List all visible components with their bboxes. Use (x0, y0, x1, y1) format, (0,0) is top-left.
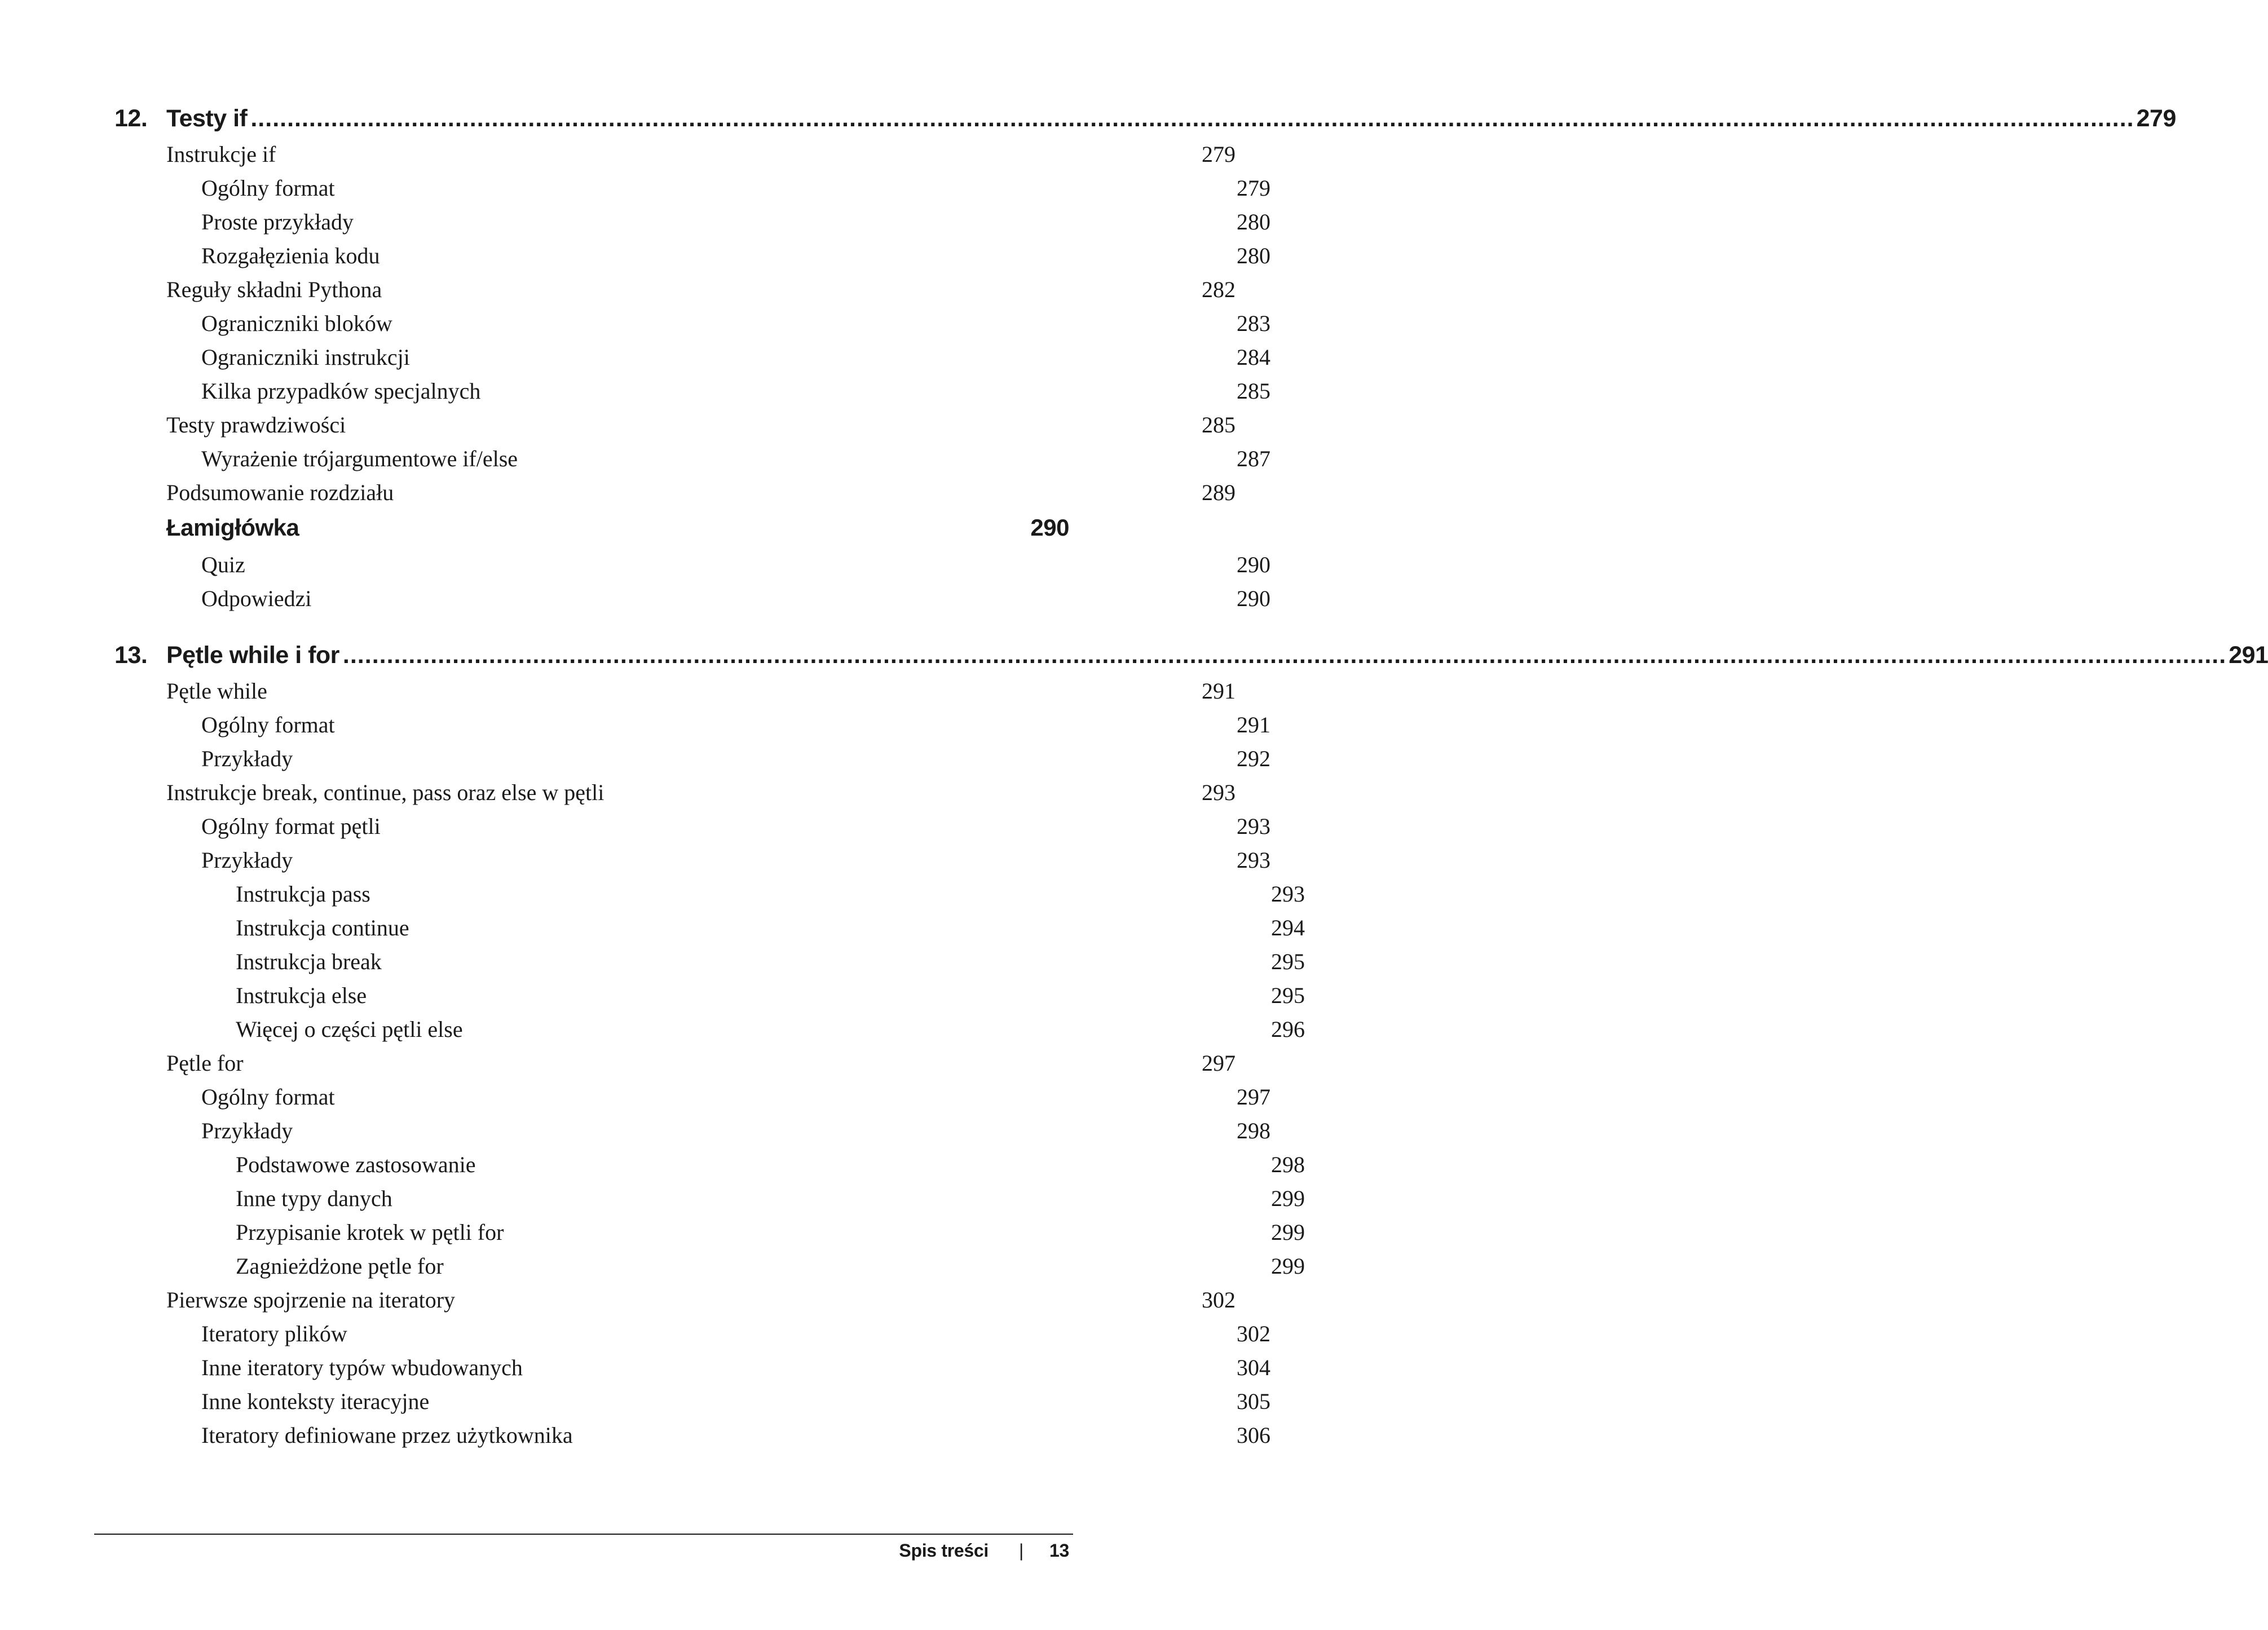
entry-label: Proste przykłady (201, 209, 354, 235)
toc-entry[interactable] (0, 1151, 1305, 1183)
entry-page-number: 285 (1202, 412, 1236, 438)
entry-page-number: 293 (1271, 881, 1305, 907)
entry-label: Przykłady (201, 847, 293, 873)
entry-page-number: 287 (1237, 446, 1270, 471)
entry-label: Pierwsze spojrzenie na iteratory (166, 1287, 456, 1313)
toc-entry[interactable] (0, 813, 1270, 845)
entry-page-number: 291 (1237, 712, 1270, 737)
toc-entry[interactable] (0, 209, 1270, 240)
entry-page-number: 298 (1271, 1152, 1305, 1177)
entry-label: Ograniczniki instrukcji (201, 344, 410, 370)
toc-entry[interactable] (0, 175, 1270, 206)
entry-page-number: 291 (1202, 678, 1236, 704)
entry-page-number: 302 (1202, 1287, 1236, 1313)
entry-label: Pętle while (166, 678, 267, 704)
entry-page-number: 279 (1237, 175, 1270, 201)
entry-page-number: 299 (1271, 1220, 1305, 1245)
entry-page-number: 302 (1237, 1321, 1270, 1346)
chapter-number: 12. (114, 105, 148, 132)
entry-label: Więcej o części pętli else (236, 1017, 463, 1042)
toc-entry[interactable] (0, 712, 1270, 743)
entry-page-number: 290 (1237, 552, 1270, 577)
toc-entry[interactable] (0, 412, 1236, 443)
toc-entry[interactable] (0, 1117, 1270, 1149)
entry-label: Wyrażenie trójargumentowe if/else (201, 446, 518, 471)
entry-label: Przykłady (201, 1118, 293, 1143)
toc-entry[interactable] (0, 445, 1270, 477)
entry-label: Ogólny format (201, 1084, 335, 1110)
toc-entry[interactable] (0, 881, 1305, 912)
entry-label: Reguły składni Pythona (166, 277, 382, 302)
toc-entry[interactable] (0, 344, 1270, 376)
dot-leader (250, 105, 2134, 132)
toc-section-heading[interactable] (0, 514, 1069, 549)
entry-page-number: 296 (1271, 1017, 1305, 1042)
chapter-title: Pętle while i for (166, 642, 339, 669)
entry-page-number: 297 (1237, 1084, 1270, 1110)
entry-label: Ogólny format (201, 712, 335, 737)
entry-page-number: 305 (1237, 1389, 1270, 1414)
entry-label: Inne typy danych (236, 1186, 392, 1211)
footer-separator: | (1018, 1540, 1023, 1561)
toc-entry[interactable] (0, 915, 1305, 946)
chapter-page-number: 291 (2229, 642, 2268, 669)
entry-page-number: 295 (1271, 949, 1305, 974)
entry-page-number: 297 (1202, 1050, 1236, 1076)
entry-label: Przykłady (201, 746, 293, 771)
page-footer (846, 1540, 1069, 1569)
toc-entry[interactable] (0, 1084, 1270, 1115)
entry-page-number: 293 (1237, 847, 1270, 873)
toc-entry[interactable] (0, 1219, 1305, 1251)
entry-label: Instrukcja else (236, 983, 367, 1008)
toc-entry[interactable] (0, 378, 1270, 409)
entry-label: Testy prawdziwości (166, 412, 346, 438)
chapter-number: 13. (114, 642, 148, 669)
entry-label: Instrukcje break, continue, pass oraz else w pętli (166, 780, 604, 805)
toc-entry[interactable] (0, 479, 1236, 511)
entry-label: Iteratory plików (201, 1321, 347, 1346)
entry-label: Rozgałęzienia kodu (201, 243, 380, 268)
toc-entry[interactable] (0, 1253, 1305, 1284)
entry-label: Podstawowe zastosowanie (236, 1152, 476, 1177)
entry-label: Ogólny format pętli (201, 814, 381, 839)
toc-entry[interactable] (0, 1388, 1270, 1420)
entry-page-number: 299 (1271, 1253, 1305, 1279)
entry-page-number: 298 (1237, 1118, 1270, 1143)
entry-label: Iteratory definiowane przez użytkownika (201, 1423, 573, 1448)
entry-page-number: 283 (1237, 311, 1270, 336)
entry-page-number: 280 (1237, 243, 1270, 268)
entry-page-number: 284 (1237, 344, 1270, 370)
entry-page-number: 293 (1202, 780, 1236, 805)
footer-section-title: Spis treści (899, 1540, 989, 1561)
toc-entry[interactable] (0, 1320, 1270, 1352)
toc-entry[interactable] (0, 982, 1305, 1014)
entry-label: Inne konteksty iteracyjne (201, 1389, 430, 1414)
entry-label: Zagnieżdżone pętle for (236, 1253, 444, 1279)
entry-page-number: 306 (1237, 1423, 1270, 1448)
toc-entry[interactable] (0, 1354, 1270, 1386)
entry-label: Quiz (201, 552, 245, 577)
entry-page-number: 294 (1271, 915, 1305, 940)
chapter-heading-13[interactable] (114, 642, 2268, 679)
entry-label: Instrukcja continue (236, 915, 409, 940)
toc-entry[interactable] (0, 1422, 1270, 1454)
entry-label: Ogólny format (201, 175, 335, 201)
entry-page-number: 285 (1237, 378, 1270, 404)
chapter-heading-12[interactable] (114, 105, 2176, 142)
entry-page-number: 289 (1202, 480, 1236, 505)
entry-page-number: 292 (1237, 746, 1270, 771)
entry-page-number: 293 (1237, 814, 1270, 839)
footer-divider (94, 1534, 1073, 1535)
entry-label: Podsumowanie rozdziału (166, 480, 394, 505)
chapter-page-number: 279 (2136, 105, 2176, 132)
toc-entry[interactable] (0, 745, 1270, 777)
entry-page-number: 282 (1202, 277, 1236, 302)
toc-entry[interactable] (0, 1016, 1305, 1048)
toc-entry[interactable] (0, 310, 1270, 342)
entry-label: Przypisanie krotek w pętli for (236, 1220, 504, 1245)
toc-entry[interactable] (0, 1287, 1236, 1318)
dot-leader (343, 642, 2226, 669)
toc-entry[interactable] (0, 847, 1270, 878)
toc-entry[interactable] (0, 1050, 1236, 1081)
entry-label: Ograniczniki bloków (201, 311, 392, 336)
entry-label: Kilka przypadków specjalnych (201, 378, 481, 404)
entry-label: Odpowiedzi (201, 586, 312, 611)
toc-entry[interactable] (0, 1185, 1305, 1217)
chapter-title: Testy if (166, 105, 248, 132)
entry-label: Instrukcje if (166, 142, 276, 167)
toc-entry[interactable] (0, 551, 1270, 583)
entry-label: Instrukcja pass (236, 881, 370, 907)
entry-label: Instrukcja break (236, 949, 382, 974)
toc-entry[interactable] (0, 948, 1305, 980)
entry-page-number: 295 (1271, 983, 1305, 1008)
entry-page-number: 280 (1237, 209, 1270, 235)
entry-page-number: 290 (1237, 586, 1270, 611)
entry-page-number: 304 (1237, 1355, 1270, 1380)
footer-page-number: 13 (1049, 1540, 1069, 1561)
entry-label: Inne iteratory typów wbudowanych (201, 1355, 523, 1380)
section-heading-label: Łamigłówka (166, 514, 299, 541)
toc-entry[interactable] (0, 678, 1236, 709)
entry-page-number: 279 (1202, 142, 1236, 167)
toc-entry[interactable] (0, 141, 1236, 173)
section-heading-page-number: 290 (1030, 514, 1069, 541)
toc-entry[interactable] (0, 585, 1270, 617)
toc-entry[interactable] (0, 242, 1270, 274)
entry-label: Pętle for (166, 1050, 244, 1076)
entry-page-number: 299 (1271, 1186, 1305, 1211)
toc-entry[interactable] (0, 779, 1236, 811)
toc-entry[interactable] (0, 276, 1236, 308)
